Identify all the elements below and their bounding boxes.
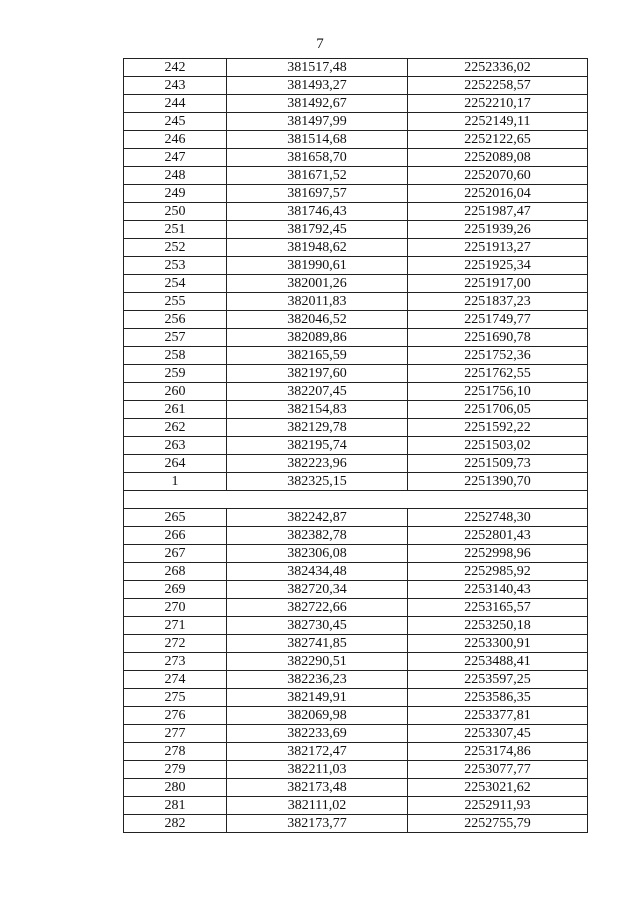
point-number-cell: 253 — [124, 257, 227, 275]
point-number-cell: 248 — [124, 167, 227, 185]
y-coordinate-cell: 2251503,02 — [408, 437, 588, 455]
table-row — [124, 689, 588, 707]
table-row — [124, 131, 588, 149]
table-row — [124, 437, 588, 455]
point-number-cell: 258 — [124, 347, 227, 365]
point-number-cell: 259 — [124, 365, 227, 383]
table-row — [124, 797, 588, 815]
x-coordinate-cell: 382242,87 — [227, 509, 408, 527]
table-row — [124, 455, 588, 473]
y-coordinate-cell: 2252998,96 — [408, 545, 588, 563]
table-row — [124, 221, 588, 239]
table-row — [124, 473, 588, 491]
y-coordinate-cell: 2251756,10 — [408, 383, 588, 401]
point-number-cell: 281 — [124, 797, 227, 815]
x-coordinate-cell: 381948,62 — [227, 239, 408, 257]
point-number-cell: 245 — [124, 113, 227, 131]
table-row — [124, 77, 588, 95]
x-coordinate-cell: 381792,45 — [227, 221, 408, 239]
y-coordinate-cell: 2252016,04 — [408, 185, 588, 203]
y-coordinate-cell: 2253377,81 — [408, 707, 588, 725]
y-coordinate-cell: 2252801,43 — [408, 527, 588, 545]
table-row — [124, 383, 588, 401]
table-row — [124, 185, 588, 203]
x-coordinate-cell: 382290,51 — [227, 653, 408, 671]
y-coordinate-cell: 2253586,35 — [408, 689, 588, 707]
y-coordinate-cell: 2251690,78 — [408, 329, 588, 347]
table-row — [124, 509, 588, 527]
x-coordinate-cell: 382011,83 — [227, 293, 408, 311]
table-row — [124, 653, 588, 671]
block-separator-cell — [124, 491, 588, 509]
table-row — [124, 527, 588, 545]
table-row — [124, 581, 588, 599]
y-coordinate-cell: 2252336,02 — [408, 59, 588, 77]
point-number-cell: 264 — [124, 455, 227, 473]
point-number-cell: 254 — [124, 275, 227, 293]
table-row — [124, 113, 588, 131]
x-coordinate-cell: 382223,96 — [227, 455, 408, 473]
point-number-cell: 272 — [124, 635, 227, 653]
y-coordinate-cell: 2253250,18 — [408, 617, 588, 635]
x-coordinate-cell: 382165,59 — [227, 347, 408, 365]
table-row — [124, 167, 588, 185]
y-coordinate-cell: 2251925,34 — [408, 257, 588, 275]
x-coordinate-cell: 381990,61 — [227, 257, 408, 275]
table-row — [124, 743, 588, 761]
y-coordinate-cell: 2251837,23 — [408, 293, 588, 311]
table-row — [124, 635, 588, 653]
point-number-cell: 260 — [124, 383, 227, 401]
x-coordinate-cell: 381493,27 — [227, 77, 408, 95]
table-row — [124, 401, 588, 419]
x-coordinate-cell: 382741,85 — [227, 635, 408, 653]
point-number-cell: 274 — [124, 671, 227, 689]
y-coordinate-cell: 2252210,17 — [408, 95, 588, 113]
y-coordinate-cell: 2253300,91 — [408, 635, 588, 653]
table-row — [124, 293, 588, 311]
y-coordinate-cell: 2253174,86 — [408, 743, 588, 761]
point-number-cell: 277 — [124, 725, 227, 743]
table-row — [124, 725, 588, 743]
point-number-cell: 251 — [124, 221, 227, 239]
x-coordinate-cell: 381671,52 — [227, 167, 408, 185]
x-coordinate-cell: 381658,70 — [227, 149, 408, 167]
x-coordinate-cell: 382129,78 — [227, 419, 408, 437]
table-row — [124, 203, 588, 221]
table-row — [124, 95, 588, 113]
table-row — [124, 617, 588, 635]
y-coordinate-cell: 2252070,60 — [408, 167, 588, 185]
y-coordinate-cell: 2253488,41 — [408, 653, 588, 671]
table-row — [124, 815, 588, 833]
point-number-cell: 255 — [124, 293, 227, 311]
point-number-cell: 256 — [124, 311, 227, 329]
point-number-cell: 270 — [124, 599, 227, 617]
block-separator-row — [124, 491, 588, 509]
point-number-cell: 261 — [124, 401, 227, 419]
y-coordinate-cell: 2251939,26 — [408, 221, 588, 239]
point-number-cell: 271 — [124, 617, 227, 635]
x-coordinate-cell: 382001,26 — [227, 275, 408, 293]
coordinates-table-body — [124, 59, 588, 833]
y-coordinate-cell: 2252755,79 — [408, 815, 588, 833]
y-coordinate-cell: 2251752,36 — [408, 347, 588, 365]
y-coordinate-cell: 2251592,22 — [408, 419, 588, 437]
y-coordinate-cell: 2251987,47 — [408, 203, 588, 221]
y-coordinate-cell: 2252911,93 — [408, 797, 588, 815]
x-coordinate-cell: 381746,43 — [227, 203, 408, 221]
x-coordinate-cell: 382722,66 — [227, 599, 408, 617]
y-coordinate-cell: 2251749,77 — [408, 311, 588, 329]
y-coordinate-cell: 2251706,05 — [408, 401, 588, 419]
y-coordinate-cell: 2253597,25 — [408, 671, 588, 689]
point-number-cell: 280 — [124, 779, 227, 797]
table-row — [124, 329, 588, 347]
point-number-cell: 257 — [124, 329, 227, 347]
x-coordinate-cell: 382154,83 — [227, 401, 408, 419]
table-row — [124, 59, 588, 77]
x-coordinate-cell: 382172,47 — [227, 743, 408, 761]
x-coordinate-cell: 382069,98 — [227, 707, 408, 725]
table-row — [124, 761, 588, 779]
point-number-cell: 282 — [124, 815, 227, 833]
x-coordinate-cell: 382382,78 — [227, 527, 408, 545]
table-row — [124, 419, 588, 437]
table-row — [124, 149, 588, 167]
point-number-cell: 279 — [124, 761, 227, 779]
x-coordinate-cell: 382233,69 — [227, 725, 408, 743]
x-coordinate-cell: 382089,86 — [227, 329, 408, 347]
point-number-cell: 243 — [124, 77, 227, 95]
point-number-cell: 266 — [124, 527, 227, 545]
x-coordinate-cell: 382173,77 — [227, 815, 408, 833]
x-coordinate-cell: 381514,68 — [227, 131, 408, 149]
x-coordinate-cell: 382046,52 — [227, 311, 408, 329]
point-number-cell: 275 — [124, 689, 227, 707]
point-number-cell: 249 — [124, 185, 227, 203]
x-coordinate-cell: 381697,57 — [227, 185, 408, 203]
x-coordinate-cell: 382730,45 — [227, 617, 408, 635]
point-number-cell: 252 — [124, 239, 227, 257]
x-coordinate-cell: 382306,08 — [227, 545, 408, 563]
y-coordinate-cell: 2253307,45 — [408, 725, 588, 743]
point-number-cell: 267 — [124, 545, 227, 563]
point-number-cell: 273 — [124, 653, 227, 671]
point-number-cell: 278 — [124, 743, 227, 761]
y-coordinate-cell: 2251762,55 — [408, 365, 588, 383]
point-number-cell: 246 — [124, 131, 227, 149]
point-number-cell: 250 — [124, 203, 227, 221]
y-coordinate-cell: 2252748,30 — [408, 509, 588, 527]
y-coordinate-cell: 2251917,00 — [408, 275, 588, 293]
point-number-cell: 247 — [124, 149, 227, 167]
table-row — [124, 275, 588, 293]
page-number: 7 — [316, 36, 324, 52]
x-coordinate-cell: 382720,34 — [227, 581, 408, 599]
y-coordinate-cell: 2252122,65 — [408, 131, 588, 149]
coordinates-table — [123, 58, 588, 833]
x-coordinate-cell: 381497,99 — [227, 113, 408, 131]
y-coordinate-cell: 2251509,73 — [408, 455, 588, 473]
y-coordinate-cell: 2253021,62 — [408, 779, 588, 797]
table-row — [124, 347, 588, 365]
point-number-cell: 263 — [124, 437, 227, 455]
x-coordinate-cell: 382173,48 — [227, 779, 408, 797]
x-coordinate-cell: 382236,23 — [227, 671, 408, 689]
table-row — [124, 311, 588, 329]
table-row — [124, 365, 588, 383]
table-row — [124, 707, 588, 725]
x-coordinate-cell: 382211,03 — [227, 761, 408, 779]
x-coordinate-cell: 381517,48 — [227, 59, 408, 77]
y-coordinate-cell: 2253165,57 — [408, 599, 588, 617]
point-number-cell: 268 — [124, 563, 227, 581]
x-coordinate-cell: 382325,15 — [227, 473, 408, 491]
table-row — [124, 779, 588, 797]
table-row — [124, 671, 588, 689]
table-row — [124, 239, 588, 257]
point-number-cell: 242 — [124, 59, 227, 77]
point-number-cell: 276 — [124, 707, 227, 725]
y-coordinate-cell: 2253140,43 — [408, 581, 588, 599]
y-coordinate-cell: 2251390,70 — [408, 473, 588, 491]
y-coordinate-cell: 2252985,92 — [408, 563, 588, 581]
x-coordinate-cell: 382207,45 — [227, 383, 408, 401]
y-coordinate-cell: 2251913,27 — [408, 239, 588, 257]
table-row — [124, 599, 588, 617]
x-coordinate-cell: 382434,48 — [227, 563, 408, 581]
point-number-cell: 262 — [124, 419, 227, 437]
y-coordinate-cell: 2253077,77 — [408, 761, 588, 779]
point-number-cell: 269 — [124, 581, 227, 599]
table-row — [124, 257, 588, 275]
x-coordinate-cell: 381492,67 — [227, 95, 408, 113]
y-coordinate-cell: 2252258,57 — [408, 77, 588, 95]
table-row — [124, 563, 588, 581]
x-coordinate-cell: 382111,02 — [227, 797, 408, 815]
point-number-cell: 244 — [124, 95, 227, 113]
x-coordinate-cell: 382149,91 — [227, 689, 408, 707]
table-row — [124, 545, 588, 563]
point-number-cell: 1 — [124, 473, 227, 491]
point-number-cell: 265 — [124, 509, 227, 527]
x-coordinate-cell: 382197,60 — [227, 365, 408, 383]
y-coordinate-cell: 2252089,08 — [408, 149, 588, 167]
x-coordinate-cell: 382195,74 — [227, 437, 408, 455]
y-coordinate-cell: 2252149,11 — [408, 113, 588, 131]
